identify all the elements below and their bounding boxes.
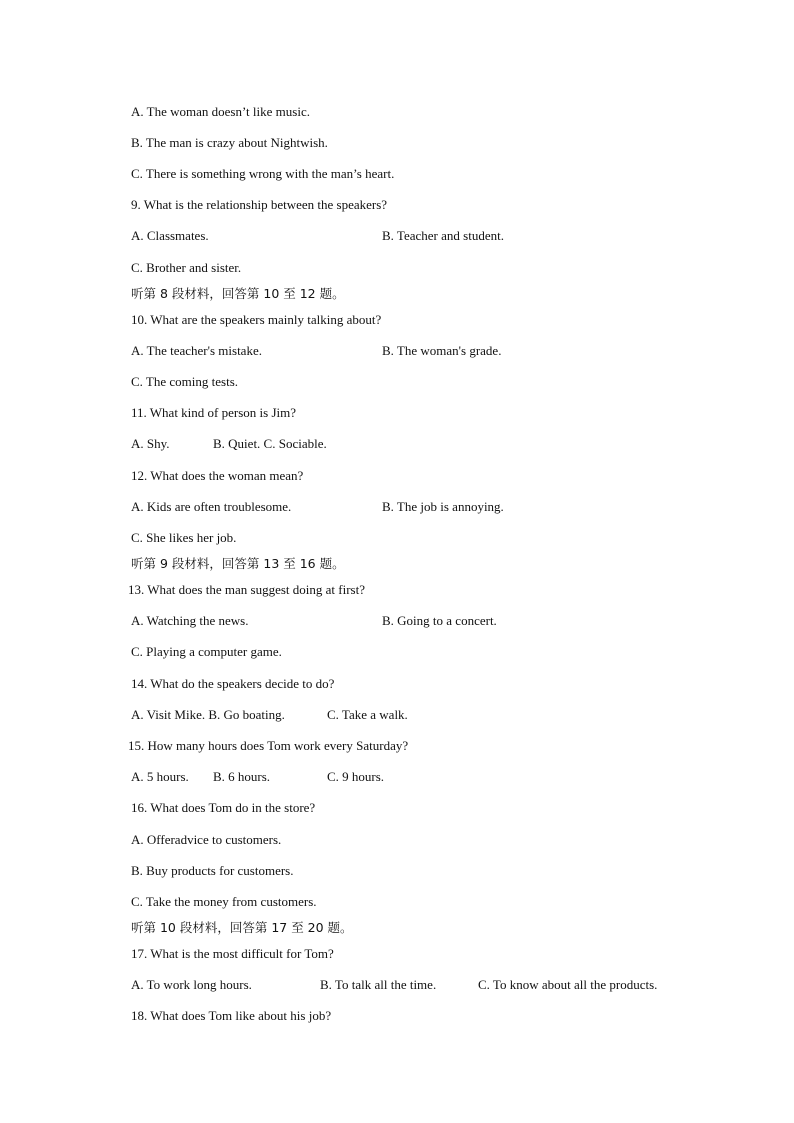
option-a: A. The teacher's mistake. <box>131 343 262 358</box>
option-c: C. 9 hours. <box>327 769 385 784</box>
option-b: B. The job is annoying. <box>382 499 504 514</box>
question-13: 13. What does the man suggest doing at first? <box>128 582 365 597</box>
option-a: A. Kids are often troublesome. <box>131 499 292 514</box>
question-14: 14. What do the speakers decide to do? <box>131 676 335 691</box>
question-17: 17. What is the most difficult for Tom? <box>131 946 334 961</box>
option-b: B. 6 hours. <box>213 769 271 784</box>
option-a: A. Offeradvice to customers. <box>131 832 282 847</box>
option-a-b: A. Visit Mike. B. Go boating. <box>131 707 285 722</box>
question-12: 12. What does the woman mean? <box>131 468 304 483</box>
question-15: 15. How many hours does Tom work every Saturday? <box>128 738 409 753</box>
option-a: A. Classmates. <box>131 228 209 243</box>
option-a: A. To work long hours. <box>131 977 252 992</box>
option-c: C. There is something wrong with the man’s heart. <box>131 166 395 181</box>
option-c: C. Playing a computer game. <box>131 644 282 659</box>
question-10: 10. What are the speakers mainly talking about? <box>131 312 382 327</box>
question-18: 18. What does Tom like about his job? <box>131 1008 332 1023</box>
option-a: A. 5 hours. <box>131 769 189 784</box>
option-b-c: B. Quiet. C. Sociable. <box>213 436 327 451</box>
option-b: B. The woman's grade. <box>382 343 502 358</box>
option-a: A. Shy. <box>131 436 170 451</box>
question-16: 16. What does Tom do in the store? <box>131 800 316 815</box>
option-a: A. The woman doesn’t like music. <box>131 104 310 119</box>
option-c: C. She likes her job. <box>131 530 237 545</box>
section-heading: 听第 8 段材料，回答第 10 至 12 题。 <box>131 286 345 301</box>
option-c: C. Take the money from customers. <box>131 894 317 909</box>
option-c: C. To know about all the products. <box>478 977 658 992</box>
option-b: B. Buy products for customers. <box>131 863 294 878</box>
option-c: C. Brother and sister. <box>131 260 242 275</box>
section-heading: 听第 10 段材料，回答第 17 至 20 题。 <box>131 920 353 935</box>
section-heading: 听第 9 段材料，回答第 13 至 16 题。 <box>131 556 345 571</box>
question-11: 11. What kind of person is Jim? <box>131 405 297 420</box>
option-c: C. Take a walk. <box>327 707 408 722</box>
option-b: B. To talk all the time. <box>320 977 437 992</box>
option-b: B. The man is crazy about Nightwish. <box>131 135 328 150</box>
option-b: B. Going to a concert. <box>382 613 497 628</box>
option-b: B. Teacher and student. <box>382 228 504 243</box>
option-a: A. Watching the news. <box>131 613 249 628</box>
option-c: C. The coming tests. <box>131 374 239 389</box>
question-9: 9. What is the relationship between the speakers? <box>131 197 388 212</box>
